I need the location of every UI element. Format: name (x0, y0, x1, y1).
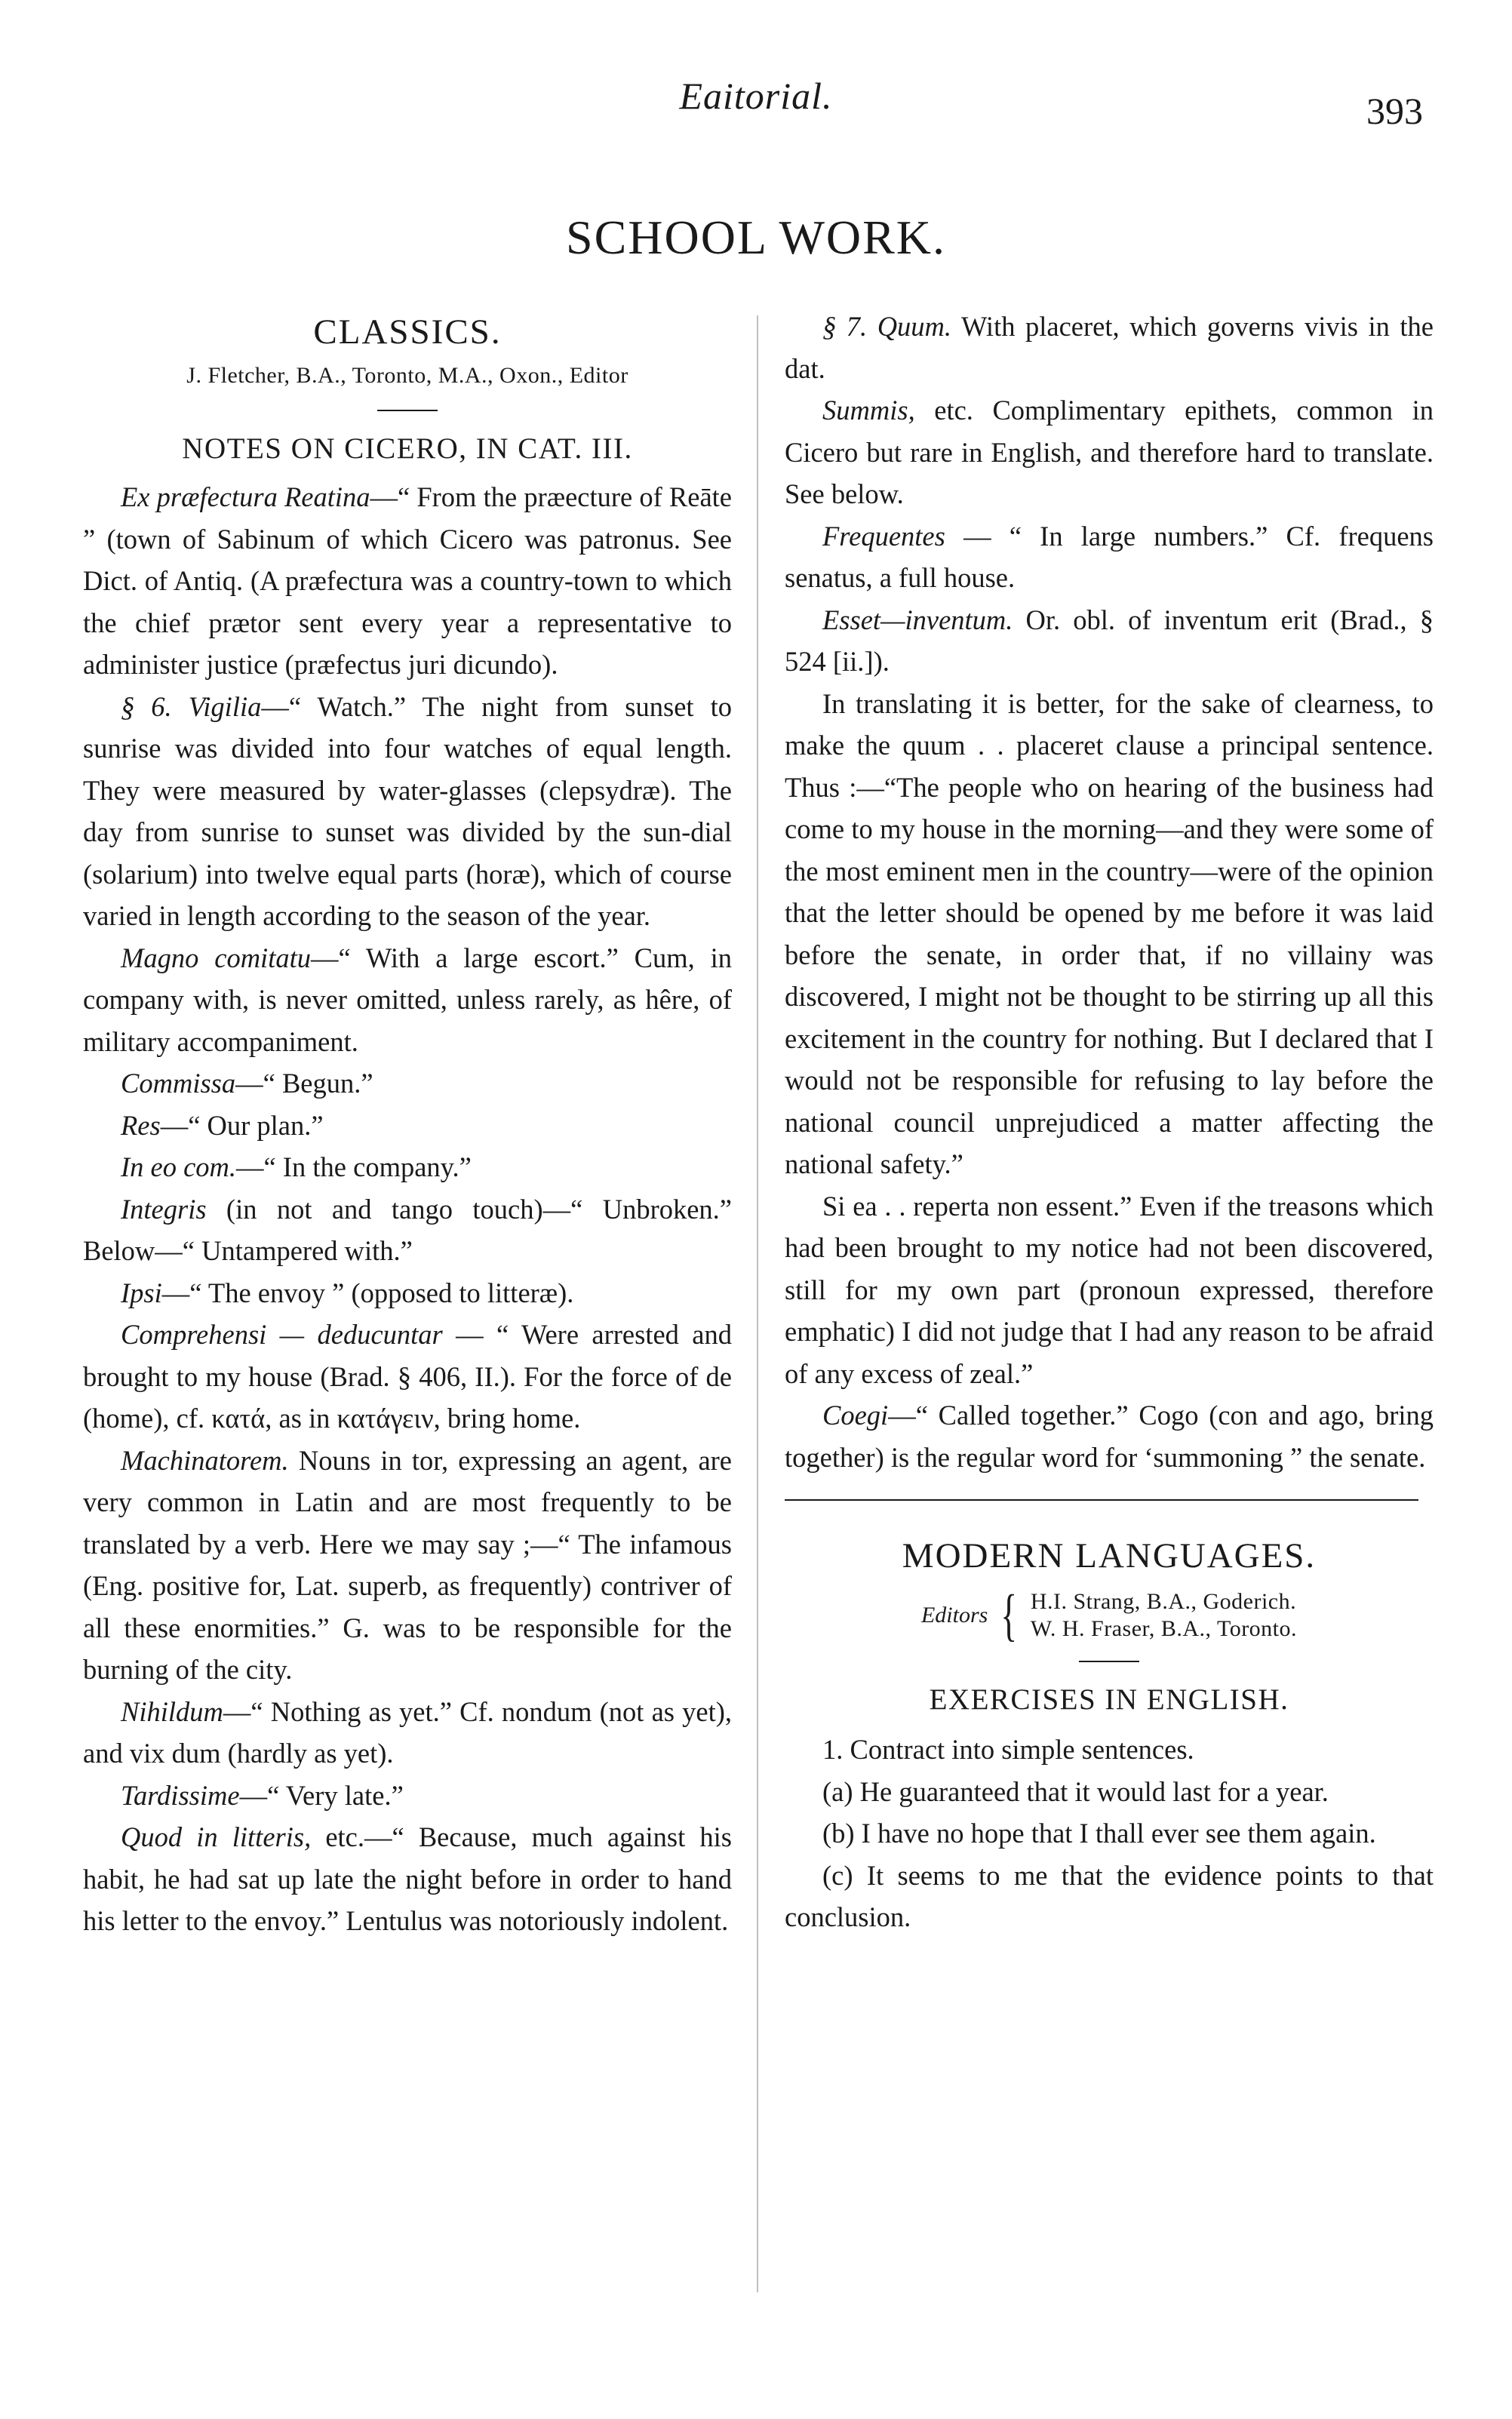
short-rule (377, 410, 438, 411)
note-text: Nouns in tor, expressing an agent, are very common in Latin and are most frequently to be translated by a verb. Here we may say ;—“ The infamous (Eng. positive for, Lat. superb, as frequently) contriver of all these enormities.” G. was to be responsible for the burning of the city. (83, 1444, 732, 1685)
note-entry (83, 1105, 732, 1147)
note-text: — “ In large numbers.” Cf. frequens senatus, a full house. (785, 520, 1434, 593)
classics-editor-line: J. Fletcher, B.A., Toronto, M.A., Oxon., Editor (186, 363, 628, 388)
note-text: —“ From the præecture of Reāte ” (town of Sabinum of which Cicero was patronus. See Dict. of Antiq. (A præfectura was a country-town to which the chief prætor sent every year a representative to administer justice (præfectus juri dicundo). (83, 481, 732, 680)
note-entry (785, 515, 1434, 599)
page-number: 393 (1366, 90, 1423, 132)
note-text: —“ The envoy ” (opposed to litteræ). (161, 1277, 574, 1308)
note-entry (83, 1440, 732, 1691)
note-term: Tardissime (121, 1779, 240, 1811)
note-term: Ipsi (121, 1277, 162, 1308)
note-term: Commissa (121, 1068, 236, 1099)
note-term: Machinatorem. (121, 1444, 289, 1476)
note-text: Si ea . . reperta non essent.” Even if the treasons which had been brought to my notice had not been discovered, still for my own part (pronoun expressed, therefore emphatic) I did not judge that I had any reason to be afraid of any excess of zeal.” (785, 1190, 1434, 1389)
column-divider (757, 315, 758, 2292)
note-entry (785, 683, 1434, 1185)
brace-icon: { (1000, 1584, 1018, 1647)
running-title: Eaitorial. (679, 75, 833, 117)
note-text: —“ Called together.” Cogo (con and ago, bring together) is the regular word for ‘summoning ” the senate. (785, 1400, 1434, 1473)
note-text: (in not and tango touch)—“ Unbroken.” Below—“ Untampered with.” (83, 1193, 732, 1266)
note-entry (83, 1775, 732, 1817)
exercise-item: (b) I have no hope that I thall ever see them again. (822, 1818, 1376, 1849)
exercise-item: (a) He guaranteed that it would last for a year. (822, 1775, 1329, 1807)
editor-name: H.I. Strang, B.A., Goderich. (1030, 1589, 1297, 1614)
note-entry (83, 476, 732, 686)
exercises-subheading: EXERCISES IN ENGLISH. (929, 1683, 1289, 1716)
editor-name: W. H. Fraser, B.A., Toronto. (1030, 1616, 1298, 1641)
note-term: Integris (121, 1193, 207, 1225)
modern-languages-heading: MODERN LANGUAGES. (902, 1536, 1317, 1575)
notes-subheading: NOTES ON CICERO, IN CAT. III. (182, 432, 633, 465)
section-title: SCHOOL WORK. (565, 211, 947, 264)
note-entry (83, 1062, 732, 1105)
note-entry (83, 937, 732, 1063)
note-term: Coegi (822, 1400, 889, 1431)
note-term: Res (121, 1109, 161, 1141)
note-term: In eo com. (121, 1151, 237, 1182)
note-term: Ex præfectura Reatina (121, 481, 370, 512)
note-text: —“ In the company.” (236, 1151, 472, 1182)
note-text: —“ Nothing as yet.” Cf. nondum (not as yet), and vix dum (hardly as yet). (83, 1695, 732, 1769)
editors-block (785, 1584, 1434, 1647)
note-entry (83, 1146, 732, 1188)
note-term: Summis, (822, 395, 915, 426)
short-rule (1079, 1661, 1139, 1662)
note-text: etc. Complimentary epithets, common in Cicero but rare in English, and therefore hard to translate. See below. (785, 395, 1434, 509)
note-entry (83, 1816, 732, 1942)
note-text: Or. obl. of inventum erit (Brad., § 524 [ii.]). (785, 604, 1434, 677)
note-text: —“ With a large escort.” Cum, in company with, is never omitted, unless rarely, as hêre, of military accompaniment. (83, 942, 733, 1057)
note-term: § 6. Vigilia (121, 690, 262, 722)
note-entry (83, 1314, 732, 1440)
note-term: Magno comitatu (121, 942, 311, 973)
note-entry (83, 1691, 732, 1775)
exercise-item: 1. Contract into simple sentences. (822, 1734, 1194, 1765)
note-entry (83, 1188, 732, 1272)
editors-names (1031, 1588, 1297, 1643)
note-entry (785, 599, 1434, 683)
note-term: Frequentes (822, 520, 945, 552)
note-entry (83, 1272, 732, 1314)
note-text: With placeret, which governs vivis in the dat. (785, 311, 1434, 384)
section-rule (785, 1499, 1418, 1501)
note-text: — “ Were arrested and brought to my house (Brad. § 406, II.). For the force of de (home), cf. κατά, as in κατάγειν, bring home. (83, 1319, 732, 1434)
right-column (785, 306, 1434, 1938)
note-text: —“ Watch.” The night from sunset to sunrise was divided into four watches of equal length. They were measured by water-glasses (clepsydræ). The day from sunrise to sunset was divided by the sun-dial (solarium) into twelve equal parts (horæ), which of course varied in length according to the season of the year. (83, 690, 732, 931)
editors-label: Editors (920, 1603, 988, 1628)
note-term: Esset—inventum. (822, 604, 1013, 635)
note-text: etc.—“ Because, much against his habit, he had sat up late the night before in order to hand his letter to the envoy.” Lentulus was notoriously indolent. (83, 1821, 732, 1936)
note-entry (785, 306, 1434, 389)
note-text: In translating it is better, for the sake of clearness, to make the quum . . placeret clause a principal sentence. Thus :—“The people who on hearing of the business had come to my house in the morning—and they were some of the most eminent men in the country—were of the opinion that the letter should be opened by me before it was laid before the senate, in order that, if no villainy was discovered, I might not be thought to be stirring up all this excitement in the country for nothing. But I declared that I would not be responsible for refusing to lay before the national council unprejudiced a matter affecting the national safety.” (785, 687, 1434, 1179)
note-entry (785, 1394, 1434, 1478)
note-term: § 7. Quum. (822, 311, 952, 342)
note-text: —“ Very late.” (239, 1779, 404, 1811)
note-text: —“ Our plan.” (160, 1109, 324, 1141)
note-term: Quod in litteris, (121, 1821, 312, 1852)
classics-heading: CLASSICS. (313, 312, 502, 352)
note-entry (785, 389, 1434, 515)
note-term: Nihildum (121, 1695, 223, 1727)
note-entry (83, 686, 732, 937)
left-column (83, 306, 732, 1942)
exercise-item: (c) It seems to me that the evidence points to that conclusion. (785, 1859, 1434, 1932)
note-text: —“ Begun.” (235, 1068, 373, 1099)
note-entry (785, 1185, 1434, 1395)
note-term: Comprehensi — deducuntar (121, 1319, 443, 1350)
